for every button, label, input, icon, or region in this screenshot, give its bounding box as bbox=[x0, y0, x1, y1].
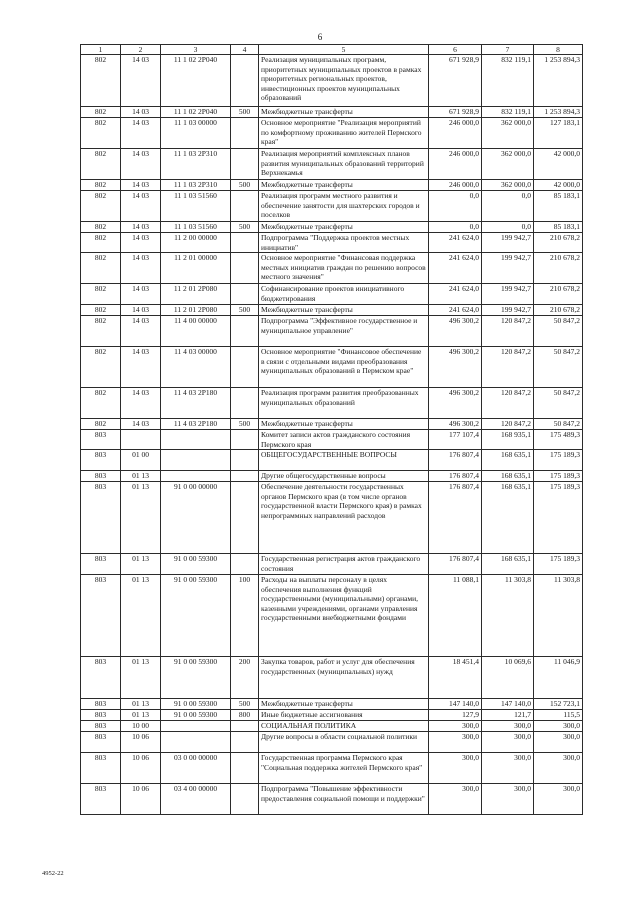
item-name-cell: Реализация программ развития преобразованных муниципальных образований bbox=[259, 388, 429, 419]
expense-type-cell bbox=[231, 253, 259, 284]
ministry-code-cell: 802 bbox=[81, 191, 121, 222]
item-name-cell: ОБЩЕГОСУДАРСТВЕННЫЕ ВОПРОСЫ bbox=[259, 450, 429, 471]
item-name-cell: Межбюджетные трансферты bbox=[259, 305, 429, 316]
ministry-code-cell: 802 bbox=[81, 305, 121, 316]
table-row bbox=[81, 450, 583, 471]
ministry-code-cell: 803 bbox=[81, 710, 121, 721]
item-name-cell: Основное мероприятие "Реализация мероприятий по комфортному проживанию жителей Пермского края" bbox=[259, 118, 429, 149]
amount-cell-2021: 241 624,0 bbox=[429, 233, 482, 253]
amount-cell-2023: 300,0 bbox=[534, 732, 583, 753]
amount-cell-2023: 175 189,3 bbox=[534, 471, 583, 482]
amount-cell-2023: 1 253 894,3 bbox=[534, 55, 583, 107]
section-code-cell: 14 03 bbox=[121, 180, 161, 191]
ministry-code-cell: 803 bbox=[81, 784, 121, 815]
section-code-cell: 01 13 bbox=[121, 575, 161, 657]
target-article-cell: 11 4 00 00000 bbox=[161, 316, 231, 347]
section-code-cell: 14 03 bbox=[121, 253, 161, 284]
amount-cell-2023: 115,5 bbox=[534, 710, 583, 721]
amount-cell-2023: 11 046,9 bbox=[534, 657, 583, 699]
item-name-cell: Обеспечение деятельности государственных органов Пермского края (в том числе органов государственной власти Пермского края) в рамках непрограммных направлений расходов bbox=[259, 482, 429, 554]
page-number: 6 bbox=[317, 32, 323, 42]
item-name-cell: Иные бюджетные ассигнования bbox=[259, 710, 429, 721]
ministry-code-cell: 802 bbox=[81, 149, 121, 180]
section-code-cell: 01 13 bbox=[121, 554, 161, 575]
section-code-cell: 01 13 bbox=[121, 699, 161, 710]
amount-cell-2022: 168 635,1 bbox=[482, 554, 534, 575]
table-row bbox=[81, 430, 583, 450]
ministry-code-cell: 803 bbox=[81, 753, 121, 784]
amount-cell-2022: 362 000,0 bbox=[482, 118, 534, 149]
item-name-cell: Закупка товаров, работ и услуг для обеспечения государственных (муниципальных) нужд bbox=[259, 657, 429, 699]
amount-cell-2023: 50 847,2 bbox=[534, 316, 583, 347]
amount-cell-2023: 210 678,2 bbox=[534, 233, 583, 253]
ministry-code-cell: 802 bbox=[81, 347, 121, 388]
amount-cell-2021: 11 088,1 bbox=[429, 575, 482, 657]
item-name-cell: Межбюджетные трансферты bbox=[259, 180, 429, 191]
amount-cell-2022: 0,0 bbox=[482, 191, 534, 222]
item-name-cell: Подпрограмма "Эффективное государственное и муниципальное управление" bbox=[259, 316, 429, 347]
target-article-cell bbox=[161, 471, 231, 482]
item-name-cell: Межбюджетные трансферты bbox=[259, 107, 429, 118]
expense-type-cell: 200 bbox=[231, 657, 259, 699]
table-row bbox=[81, 284, 583, 305]
target-article-cell: 11 1 03 51560 bbox=[161, 222, 231, 233]
column-header: 7 bbox=[482, 45, 534, 55]
amount-cell-2021: 496 300,2 bbox=[429, 419, 482, 430]
amount-cell-2022: 168 635,1 bbox=[482, 450, 534, 471]
section-code-cell: 10 06 bbox=[121, 732, 161, 753]
column-header: 6 bbox=[429, 45, 482, 55]
section-code-cell: 14 03 bbox=[121, 55, 161, 107]
expense-type-cell bbox=[231, 482, 259, 554]
section-code-cell: 14 03 bbox=[121, 233, 161, 253]
expense-type-cell: 500 bbox=[231, 180, 259, 191]
amount-cell-2022: 168 635,1 bbox=[482, 471, 534, 482]
target-article-cell: 11 1 03 51560 bbox=[161, 191, 231, 222]
amount-cell-2022: 147 140,0 bbox=[482, 699, 534, 710]
amount-cell-2023: 50 847,2 bbox=[534, 419, 583, 430]
column-header: 3 bbox=[161, 45, 231, 55]
amount-cell-2022: 300,0 bbox=[482, 784, 534, 815]
amount-cell-2022: 120 847,2 bbox=[482, 419, 534, 430]
amount-cell-2022: 832 119,1 bbox=[482, 55, 534, 107]
target-article-cell: 91 0 00 59300 bbox=[161, 710, 231, 721]
target-article-cell: 11 1 02 2P040 bbox=[161, 55, 231, 107]
table-row bbox=[81, 233, 583, 253]
table-row bbox=[81, 784, 583, 815]
amount-cell-2021: 177 107,4 bbox=[429, 430, 482, 450]
item-name-cell: Межбюджетные трансферты bbox=[259, 222, 429, 233]
item-name-cell: Софинансирование проектов инициативного бюджетирования bbox=[259, 284, 429, 305]
expense-type-cell bbox=[231, 347, 259, 388]
target-article-cell: 11 2 01 2P080 bbox=[161, 305, 231, 316]
expense-type-cell bbox=[231, 316, 259, 347]
column-header: 5 bbox=[259, 45, 429, 55]
table-row bbox=[81, 388, 583, 419]
item-name-cell: Реализация мероприятий комплексных планов развития муниципальных образований территорий Верхнекамья bbox=[259, 149, 429, 180]
expense-type-cell bbox=[231, 191, 259, 222]
expense-type-cell bbox=[231, 554, 259, 575]
amount-cell-2021: 18 451,4 bbox=[429, 657, 482, 699]
amount-cell-2023: 210 678,2 bbox=[534, 284, 583, 305]
table-row bbox=[81, 316, 583, 347]
ministry-code-cell: 802 bbox=[81, 316, 121, 347]
item-name-cell: Другие вопросы в области социальной политики bbox=[259, 732, 429, 753]
ministry-code-cell: 803 bbox=[81, 721, 121, 732]
amount-cell-2021: 496 300,2 bbox=[429, 316, 482, 347]
expense-type-cell: 500 bbox=[231, 107, 259, 118]
expense-type-cell bbox=[231, 118, 259, 149]
amount-cell-2022: 120 847,2 bbox=[482, 388, 534, 419]
amount-cell-2021: 671 928,9 bbox=[429, 107, 482, 118]
table-row bbox=[81, 305, 583, 316]
target-article-cell: 91 0 00 59300 bbox=[161, 657, 231, 699]
amount-cell-2023: 42 000,0 bbox=[534, 180, 583, 191]
section-code-cell: 14 03 bbox=[121, 107, 161, 118]
amount-cell-2023: 1 253 894,3 bbox=[534, 107, 583, 118]
target-article-cell bbox=[161, 430, 231, 450]
target-article-cell: 91 0 00 59300 bbox=[161, 554, 231, 575]
expense-type-cell bbox=[231, 55, 259, 107]
amount-cell-2021: 300,0 bbox=[429, 784, 482, 815]
expense-type-cell bbox=[231, 784, 259, 815]
table-row bbox=[81, 554, 583, 575]
target-article-cell: 11 1 02 2P040 bbox=[161, 107, 231, 118]
amount-cell-2023: 42 000,0 bbox=[534, 149, 583, 180]
section-code-cell: 14 03 bbox=[121, 222, 161, 233]
amount-cell-2023: 300,0 bbox=[534, 721, 583, 732]
amount-cell-2022: 362 000,0 bbox=[482, 149, 534, 180]
section-code-cell: 14 03 bbox=[121, 419, 161, 430]
ministry-code-cell: 802 bbox=[81, 388, 121, 419]
amount-cell-2022: 168 935,1 bbox=[482, 430, 534, 450]
amount-cell-2021: 127,9 bbox=[429, 710, 482, 721]
section-code-cell bbox=[121, 430, 161, 450]
table-row bbox=[81, 699, 583, 710]
amount-cell-2021: 176 807,4 bbox=[429, 471, 482, 482]
expense-type-cell bbox=[231, 149, 259, 180]
ministry-code-cell: 803 bbox=[81, 732, 121, 753]
section-code-cell: 10 06 bbox=[121, 784, 161, 815]
amount-cell-2021: 246 000,0 bbox=[429, 118, 482, 149]
section-code-cell: 01 13 bbox=[121, 471, 161, 482]
item-name-cell: Основное мероприятие "Финансовая поддержка местных инициатив граждан по решению вопросов местного значения" bbox=[259, 253, 429, 284]
section-code-cell: 01 13 bbox=[121, 482, 161, 554]
amount-cell-2021: 246 000,0 bbox=[429, 149, 482, 180]
amount-cell-2022: 199 942,7 bbox=[482, 233, 534, 253]
table-row bbox=[81, 471, 583, 482]
section-code-cell: 14 03 bbox=[121, 388, 161, 419]
amount-cell-2021: 176 807,4 bbox=[429, 450, 482, 471]
amount-cell-2021: 241 624,0 bbox=[429, 284, 482, 305]
amount-cell-2023: 300,0 bbox=[534, 784, 583, 815]
target-article-cell bbox=[161, 721, 231, 732]
table-row bbox=[81, 191, 583, 222]
amount-cell-2021: 176 807,4 bbox=[429, 554, 482, 575]
amount-cell-2022: 362 000,0 bbox=[482, 180, 534, 191]
ministry-code-cell: 803 bbox=[81, 699, 121, 710]
amount-cell-2021: 496 300,2 bbox=[429, 388, 482, 419]
target-article-cell bbox=[161, 450, 231, 471]
amount-cell-2023: 11 303,8 bbox=[534, 575, 583, 657]
section-code-cell: 01 13 bbox=[121, 657, 161, 699]
expense-type-cell bbox=[231, 388, 259, 419]
target-article-cell: 11 1 03 2P310 bbox=[161, 149, 231, 180]
table-row bbox=[81, 347, 583, 388]
target-article-cell: 11 1 03 2P310 bbox=[161, 180, 231, 191]
expense-type-cell bbox=[231, 732, 259, 753]
amount-cell-2023: 175 189,3 bbox=[534, 482, 583, 554]
amount-cell-2021: 241 624,0 bbox=[429, 305, 482, 316]
amount-cell-2021: 246 000,0 bbox=[429, 180, 482, 191]
ministry-code-cell: 802 bbox=[81, 419, 121, 430]
ministry-code-cell: 802 bbox=[81, 233, 121, 253]
expense-type-cell: 500 bbox=[231, 699, 259, 710]
expense-type-cell bbox=[231, 721, 259, 732]
target-article-cell: 11 4 03 2P180 bbox=[161, 388, 231, 419]
section-code-cell: 14 03 bbox=[121, 347, 161, 388]
target-article-cell: 91 0 00 59300 bbox=[161, 575, 231, 657]
section-code-cell: 01 13 bbox=[121, 710, 161, 721]
ministry-code-cell: 803 bbox=[81, 450, 121, 471]
item-name-cell: Межбюджетные трансферты bbox=[259, 699, 429, 710]
amount-cell-2021: 671 928,9 bbox=[429, 55, 482, 107]
amount-cell-2022: 832 119,1 bbox=[482, 107, 534, 118]
amount-cell-2021: 300,0 bbox=[429, 753, 482, 784]
amount-cell-2022: 300,0 bbox=[482, 753, 534, 784]
amount-cell-2021: 300,0 bbox=[429, 721, 482, 732]
table-row bbox=[81, 657, 583, 699]
target-article-cell: 91 0 00 59300 bbox=[161, 699, 231, 710]
section-code-cell: 10 00 bbox=[121, 721, 161, 732]
section-code-cell: 10 06 bbox=[121, 753, 161, 784]
item-name-cell: Комитет записи актов гражданского состояния Пермского края bbox=[259, 430, 429, 450]
target-article-cell bbox=[161, 732, 231, 753]
expense-type-cell: 500 bbox=[231, 222, 259, 233]
amount-cell-2023: 127 183,1 bbox=[534, 118, 583, 149]
expense-type-cell bbox=[231, 284, 259, 305]
section-code-cell: 14 03 bbox=[121, 316, 161, 347]
amount-cell-2023: 300,0 bbox=[534, 753, 583, 784]
target-article-cell: 03 4 00 00000 bbox=[161, 784, 231, 815]
item-name-cell: Подпрограмма "Повышение эффективности предоставления социальной помощи и поддержки" bbox=[259, 784, 429, 815]
item-name-cell: Реализация муниципальных программ, приоритетных муниципальных проектов в рамках приоритетных региональных проектов, инвестиционных проектов муниципальных образований bbox=[259, 55, 429, 107]
budget-table bbox=[80, 44, 583, 815]
table-row bbox=[81, 107, 583, 118]
column-header: 8 bbox=[534, 45, 583, 55]
target-article-cell: 11 4 03 2P180 bbox=[161, 419, 231, 430]
amount-cell-2023: 210 678,2 bbox=[534, 253, 583, 284]
item-name-cell: Реализация программ местного развития и обеспечение занятости для шахтерских городов и поселков bbox=[259, 191, 429, 222]
expense-type-cell bbox=[231, 471, 259, 482]
amount-cell-2023: 85 183,1 bbox=[534, 222, 583, 233]
table-row bbox=[81, 710, 583, 721]
section-code-cell: 14 03 bbox=[121, 305, 161, 316]
ministry-code-cell: 803 bbox=[81, 554, 121, 575]
expense-type-cell bbox=[231, 450, 259, 471]
ministry-code-cell: 803 bbox=[81, 482, 121, 554]
amount-cell-2023: 210 678,2 bbox=[534, 305, 583, 316]
amount-cell-2022: 199 942,7 bbox=[482, 253, 534, 284]
ministry-code-cell: 802 bbox=[81, 107, 121, 118]
amount-cell-2023: 50 847,2 bbox=[534, 347, 583, 388]
item-name-cell: Государственная регистрация актов гражданского состояния bbox=[259, 554, 429, 575]
target-article-cell: 11 1 03 00000 bbox=[161, 118, 231, 149]
ministry-code-cell: 802 bbox=[81, 284, 121, 305]
item-name-cell: Государственная программа Пермского края "Социальная поддержка жителей Пермского края" bbox=[259, 753, 429, 784]
table-row bbox=[81, 180, 583, 191]
target-article-cell: 03 0 00 00000 bbox=[161, 753, 231, 784]
ministry-code-cell: 803 bbox=[81, 575, 121, 657]
ministry-code-cell: 802 bbox=[81, 180, 121, 191]
table-body bbox=[81, 55, 583, 815]
amount-cell-2021: 147 140,0 bbox=[429, 699, 482, 710]
document-code: 4952-22 bbox=[42, 870, 64, 877]
amount-cell-2023: 85 183,1 bbox=[534, 191, 583, 222]
amount-cell-2022: 11 303,8 bbox=[482, 575, 534, 657]
item-name-cell: Межбюджетные трансферты bbox=[259, 419, 429, 430]
amount-cell-2022: 0,0 bbox=[482, 222, 534, 233]
column-header: 2 bbox=[121, 45, 161, 55]
table-row bbox=[81, 253, 583, 284]
amount-cell-2021: 496 300,2 bbox=[429, 347, 482, 388]
expense-type-cell bbox=[231, 430, 259, 450]
amount-cell-2021: 176 807,4 bbox=[429, 482, 482, 554]
ministry-code-cell: 802 bbox=[81, 118, 121, 149]
section-code-cell: 14 03 bbox=[121, 118, 161, 149]
expense-type-cell bbox=[231, 233, 259, 253]
amount-cell-2021: 241 624,0 bbox=[429, 253, 482, 284]
ministry-code-cell: 802 bbox=[81, 222, 121, 233]
target-article-cell: 11 2 01 2P080 bbox=[161, 284, 231, 305]
table-row bbox=[81, 482, 583, 554]
amount-cell-2022: 199 942,7 bbox=[482, 284, 534, 305]
amount-cell-2022: 300,0 bbox=[482, 721, 534, 732]
item-name-cell: Основное мероприятие "Финансовое обеспечение в связи с отдельными видами преобразования муниципальных образований в Пермском крае" bbox=[259, 347, 429, 388]
amount-cell-2023: 175 489,3 bbox=[534, 430, 583, 450]
amount-cell-2022: 300,0 bbox=[482, 732, 534, 753]
ministry-code-cell: 802 bbox=[81, 253, 121, 284]
expense-type-cell bbox=[231, 753, 259, 784]
amount-cell-2023: 50 847,2 bbox=[534, 388, 583, 419]
target-article-cell: 11 2 01 00000 bbox=[161, 253, 231, 284]
expense-type-cell: 800 bbox=[231, 710, 259, 721]
table-row bbox=[81, 419, 583, 430]
table-row bbox=[81, 149, 583, 180]
amount-cell-2022: 120 847,2 bbox=[482, 316, 534, 347]
table-header-row bbox=[81, 45, 583, 55]
expense-type-cell: 100 bbox=[231, 575, 259, 657]
item-name-cell: Подпрограмма "Поддержка проектов местных инициатив" bbox=[259, 233, 429, 253]
section-code-cell: 14 03 bbox=[121, 149, 161, 180]
column-header: 4 bbox=[231, 45, 259, 55]
item-name-cell: СОЦИАЛЬНАЯ ПОЛИТИКА bbox=[259, 721, 429, 732]
section-code-cell: 14 03 bbox=[121, 191, 161, 222]
target-article-cell: 91 0 00 00000 bbox=[161, 482, 231, 554]
target-article-cell: 11 2 00 00000 bbox=[161, 233, 231, 253]
amount-cell-2023: 152 723,1 bbox=[534, 699, 583, 710]
amount-cell-2022: 199 942,7 bbox=[482, 305, 534, 316]
table-row bbox=[81, 222, 583, 233]
amount-cell-2021: 0,0 bbox=[429, 222, 482, 233]
amount-cell-2022: 121,7 bbox=[482, 710, 534, 721]
ministry-code-cell: 803 bbox=[81, 657, 121, 699]
amount-cell-2021: 0,0 bbox=[429, 191, 482, 222]
amount-cell-2023: 175 189,3 bbox=[534, 554, 583, 575]
table-row bbox=[81, 118, 583, 149]
expense-type-cell: 500 bbox=[231, 305, 259, 316]
ministry-code-cell: 803 bbox=[81, 471, 121, 482]
section-code-cell: 01 00 bbox=[121, 450, 161, 471]
expense-type-cell: 500 bbox=[231, 419, 259, 430]
amount-cell-2022: 120 847,2 bbox=[482, 347, 534, 388]
table-row bbox=[81, 55, 583, 107]
amount-cell-2022: 168 635,1 bbox=[482, 482, 534, 554]
target-article-cell: 11 4 03 00000 bbox=[161, 347, 231, 388]
ministry-code-cell: 803 bbox=[81, 430, 121, 450]
section-code-cell: 14 03 bbox=[121, 284, 161, 305]
table-row bbox=[81, 732, 583, 753]
amount-cell-2022: 10 069,6 bbox=[482, 657, 534, 699]
amount-cell-2023: 175 189,3 bbox=[534, 450, 583, 471]
table-row bbox=[81, 575, 583, 657]
item-name-cell: Расходы на выплаты персоналу в целях обеспечения выполнения функций государственными (муниципальными) органами, казенными учреждениями, органами управления государственными внебюджетными фондами bbox=[259, 575, 429, 657]
table-row bbox=[81, 753, 583, 784]
item-name-cell: Другие общегосударственные вопросы bbox=[259, 471, 429, 482]
amount-cell-2021: 300,0 bbox=[429, 732, 482, 753]
ministry-code-cell: 802 bbox=[81, 55, 121, 107]
column-header: 1 bbox=[81, 45, 121, 55]
table-row bbox=[81, 721, 583, 732]
